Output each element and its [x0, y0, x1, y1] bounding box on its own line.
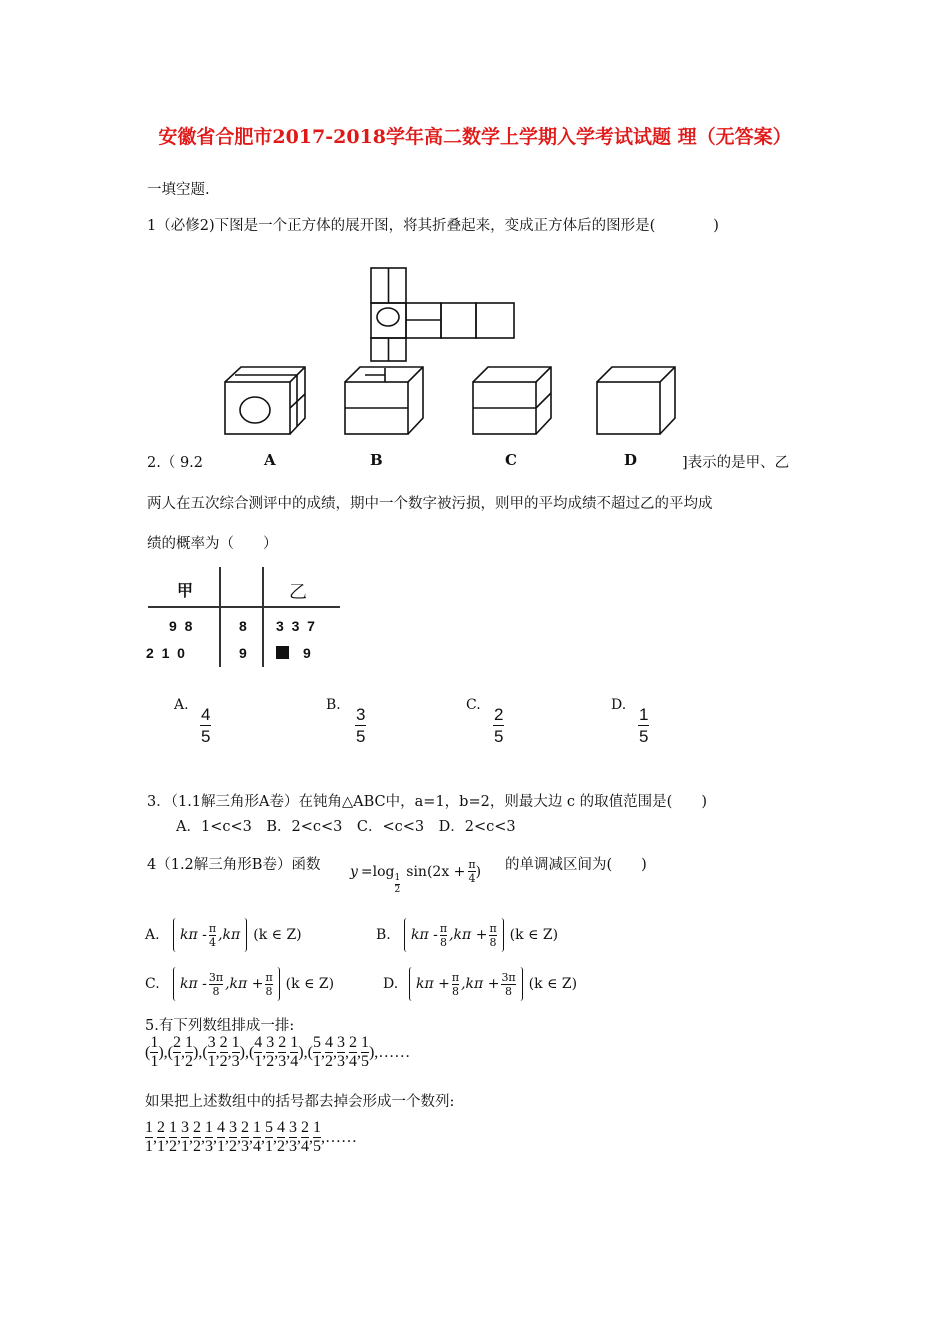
sequence-fraction: $\frac{2}{1}$ [157, 1119, 165, 1155]
sequence-fraction: $\frac{3}{1}$ [181, 1119, 189, 1155]
sequence-fraction: $\frac{1}{1}$ [150, 1034, 159, 1070]
punctuation: , [356, 1043, 361, 1061]
punctuation: , [237, 1128, 241, 1146]
cube-figures [215, 262, 695, 442]
punctuation: , [201, 1128, 205, 1146]
punctuation: ), [239, 1043, 249, 1061]
q4-suffix: 的单调减区间为( ) [505, 857, 647, 873]
q2-option-b-frac: $\frac{3}{5}$ [356, 705, 366, 746]
section-label: 一填空题. [147, 182, 210, 198]
punctuation: , [213, 1128, 217, 1146]
punctuation: …… [378, 1043, 411, 1061]
option-b-label: B [370, 451, 383, 469]
q2-line3: 绩的概率为（ ） [147, 536, 278, 552]
punctuation: , [274, 1043, 279, 1061]
punctuation: , [177, 1128, 181, 1146]
sequence-fraction: $\frac{3}{1}$ [207, 1034, 216, 1070]
sequence-fraction: $\frac{5}{1}$ [265, 1119, 273, 1155]
q3-line1: 3．（1.1解三角形A卷）在钝角△ABC中，a=1，b=2，则最大边 c 的取值范围是( ) [147, 794, 707, 810]
cube-d [597, 367, 675, 434]
sequence-fraction: $\frac{1}{2}$ [169, 1119, 177, 1155]
q2-start: 2.（ 9.2 [147, 455, 204, 471]
punctuation: …… [325, 1128, 357, 1146]
page-title: 安徽省合肥市2017-2018学年高二数学上学期入学考试试题 理（无答案） [158, 126, 792, 148]
q2-option-c-frac: $\frac{2}{5}$ [494, 705, 504, 746]
sequence-fraction: $\frac{1}{4}$ [290, 1034, 299, 1070]
sequence-fraction: $\frac{2}{1}$ [172, 1034, 181, 1070]
smudged-digit [276, 646, 289, 659]
q4-option-c: C. kπ - 3π 8 ,kπ + $\frac{\pi}{8}$ (k ∈ Z) [145, 967, 334, 1001]
row2-left: 2 1 0 [146, 645, 185, 661]
sequence-fraction: $\frac{4}{1}$ [217, 1119, 225, 1155]
q4-option-b: B. kπ - π 8 ,kπ + $\frac{\pi}{8}$ (k ∈ Z) [376, 918, 558, 952]
q5-line2: 如果把上述数组中的括号都去掉会形成一个数列: [145, 1094, 455, 1110]
q2-option-a-frac: $\frac{4}{5}$ [201, 705, 211, 746]
punctuation: , [320, 1043, 325, 1061]
sequence-fraction: $\frac{1}{5}$ [313, 1119, 321, 1155]
q4-function: y =log 1 2 sin(2x + $\frac{\pi}{4}$ ) [350, 858, 482, 895]
option-a-label: A [264, 451, 276, 469]
punctuation: , [297, 1128, 301, 1146]
punctuation: , [309, 1128, 313, 1146]
sequence-fraction: $\frac{2}{3}$ [241, 1119, 249, 1155]
sequence-fraction: $\frac{2}{2}$ [219, 1034, 228, 1070]
sequence-fraction: $\frac{3}{3}$ [336, 1034, 345, 1070]
q4-prefix: 4（1.2解三角形B卷）函数 [147, 857, 321, 873]
sequence-fraction: $\frac{3}{3}$ [289, 1119, 297, 1155]
row1-left: 9 8 [169, 618, 193, 634]
punctuation: ( [202, 1043, 208, 1061]
punctuation: ( [145, 1043, 151, 1061]
header-left: 甲 [177, 583, 194, 600]
q1-text: 1（必修2)下图是一个正方体的展开图，将其折叠起来，变成正方体后的图形是( ) [147, 218, 719, 234]
sequence-fraction: $\frac{2}{3}$ [278, 1034, 287, 1070]
punctuation: , [332, 1043, 337, 1061]
cube-c [473, 367, 551, 434]
right-divider [262, 567, 264, 667]
punctuation: ( [248, 1043, 255, 1061]
row1-right: 3 3 7 [276, 618, 315, 634]
sequence-fraction: $\frac{1}{3}$ [205, 1119, 213, 1155]
flat-sequence [145, 1120, 357, 1155]
sequence-fraction: $\frac{1}{2}$ [184, 1034, 193, 1070]
q4-option-d: D. kπ + $\frac{\pi}{8}$ ,kπ + $\frac{3\pi}{8}$ (k ∈ Z) [383, 967, 577, 1001]
punctuation: , [165, 1128, 169, 1146]
punctuation: , [227, 1043, 232, 1061]
sequence-fraction: $\frac{2}{4}$ [301, 1119, 309, 1155]
punctuation: , [249, 1128, 253, 1146]
sequence-fraction: $\frac{2}{4}$ [348, 1034, 357, 1070]
punctuation: , [180, 1043, 185, 1061]
punctuation: , [273, 1128, 277, 1146]
q3-line2: A．1<c<3 B．2<c<3 C．<c<3 D．2<c<3 [176, 819, 516, 835]
q2-tail: ]表示的是甲、乙 [682, 455, 790, 471]
q2-option-a: A. [174, 697, 189, 713]
punctuation: , [285, 1128, 289, 1146]
cube-a [225, 367, 305, 434]
row2-right: 9 [303, 645, 311, 661]
option-d-label: D [624, 451, 638, 469]
q2-option-c: C. [466, 697, 481, 713]
punctuation: , [153, 1128, 157, 1146]
q5-line1: 5.有下列数组排成一排: [145, 1018, 295, 1034]
stem-leaf-table [145, 565, 345, 670]
sequence-fraction: $\frac{1}{5}$ [360, 1034, 369, 1070]
q4-option-a: A. kπ - π 4 ,kπ (k ∈ Z) [145, 918, 302, 952]
punctuation: , [189, 1128, 193, 1146]
grouped-sequence [145, 1035, 410, 1070]
left-divider [219, 567, 221, 667]
punctuation: , [321, 1128, 325, 1146]
header-right: 乙 [289, 582, 307, 602]
q2-option-b: B. [326, 697, 341, 713]
row2-stem: 9 [239, 645, 247, 661]
punctuation: ( [307, 1043, 313, 1061]
sequence-fraction: $\frac{4}{2}$ [324, 1034, 333, 1070]
sequence-fraction: $\frac{3}{2}$ [229, 1119, 237, 1155]
sequence-fraction: $\frac{5}{1}$ [312, 1034, 321, 1070]
sequence-fraction: $\frac{2}{2}$ [193, 1119, 201, 1155]
punctuation: , [225, 1128, 229, 1146]
header-divider [148, 606, 340, 608]
sequence-fraction: $\frac{1}{1}$ [145, 1119, 153, 1155]
punctuation: ), [368, 1043, 379, 1061]
q2-option-d-frac: $\frac{1}{5}$ [639, 705, 649, 746]
q2-line2: 两人在五次综合测评中的成绩，期中一个数字被污损，则甲的平均成绩不超过乙的平均成 [147, 496, 713, 512]
punctuation: , [286, 1043, 291, 1061]
punctuation: ), [158, 1043, 168, 1061]
sequence-fraction: $\frac{4}{2}$ [277, 1119, 285, 1155]
sequence-fraction: $\frac{1}{3}$ [231, 1034, 240, 1070]
cube-net [371, 268, 514, 361]
punctuation: ( [167, 1043, 173, 1061]
cube-b [345, 367, 423, 434]
option-c-label: C [505, 451, 517, 469]
punctuation: ), [192, 1043, 203, 1061]
punctuation: , [344, 1043, 349, 1061]
punctuation: , [215, 1043, 220, 1061]
sequence-fraction: $\frac{1}{4}$ [253, 1119, 261, 1155]
sequence-fraction: $\frac{4}{1}$ [254, 1034, 263, 1070]
punctuation: ), [298, 1043, 308, 1061]
q2-option-d: D. [611, 697, 627, 713]
punctuation: , [262, 1043, 267, 1061]
row1-stem: 8 [239, 618, 247, 634]
sequence-fraction: $\frac{3}{2}$ [266, 1034, 275, 1070]
punctuation: , [261, 1128, 265, 1146]
